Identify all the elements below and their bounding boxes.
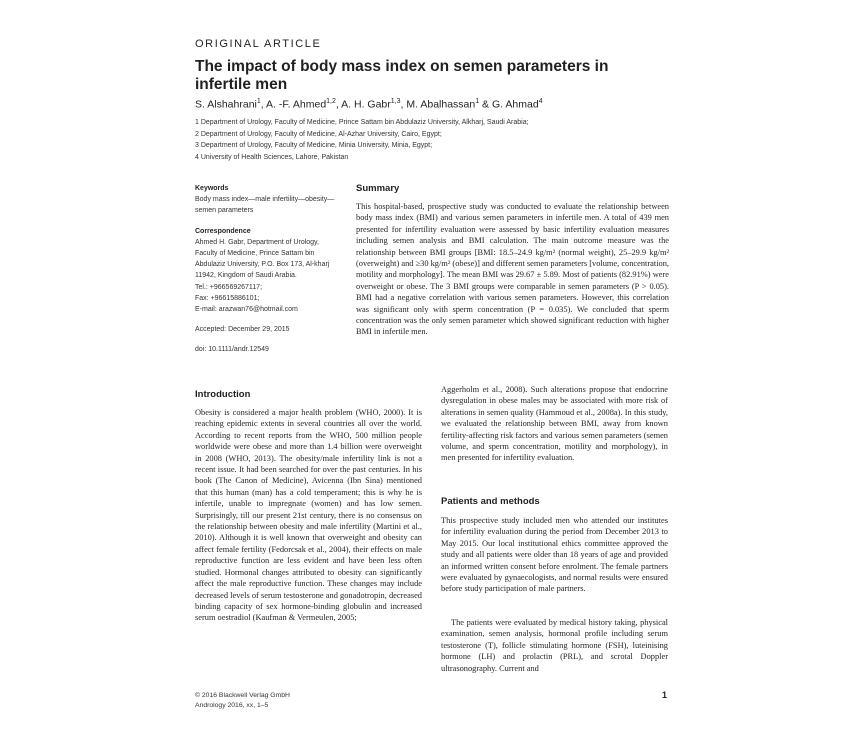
- affiliation-line: 2 Department of Urology, Faculty of Medicine, Al-Azhar University, Cairo, Egypt;: [195, 130, 442, 138]
- affiliation-line: 4 University of Health Sciences, Lahore, Pakistan: [195, 153, 349, 161]
- article-title: The impact of body mass index on semen parameters in infertile men: [195, 58, 609, 93]
- author-name[interactable]: A. -F. Ahmed: [266, 98, 327, 111]
- author-separator: ,: [260, 98, 267, 111]
- author-list: [195, 98, 543, 111]
- author-name[interactable]: M. Abalhassan: [406, 98, 476, 111]
- accepted-date: Accepted: December 29, 2015: [195, 326, 290, 334]
- correspondence-line: Ahmed H. Gabr, Department of Urology,: [195, 238, 319, 246]
- author-affiliation-mark: 1: [475, 98, 480, 105]
- methods-paragraph-1: This prospective study included men who attended our institutes for infertility evaluation during the period from December 2013 to May 2015. Our local institutional ethics committee approved the study and all patients were older than 18 years of age and provided an informed written consent before enrolment. The female partners were evaluated by gynaecologists, and normal results were ensured before study participation of male partners.: [441, 516, 668, 594]
- author-affiliation-mark: 1,2: [326, 98, 336, 105]
- author-name[interactable]: G. Ahmad: [491, 98, 539, 111]
- copyright-text: © 2016 Blackwell Verlag GmbH: [195, 692, 290, 699]
- keywords-line: Body mass index—male infertility—obesity—: [195, 196, 335, 204]
- methods-heading: Patients and methods: [441, 496, 540, 507]
- page-number: 1: [662, 690, 668, 700]
- author-affiliation-mark: 1: [256, 98, 261, 105]
- author-affiliation-mark: 4: [538, 98, 543, 105]
- methods-paragraph-2: The patients were evaluated by medical history taking, physical examination, semen analysis, hormonal profile including serum testosterone (T), follicle stimulating hormone (FSH), luteinising hormone (LH) and prolactin (PRL), and scrotal Doppler ultrasonography. Current and: [441, 618, 668, 673]
- introduction-text-left: Obesity is considered a major health problem (WHO, 2000). It is reaching epidemic extents in several countries all over the world. According to recent reports from the WHO, 500 million people worldwide were obese and more than 1.4 billion were overweight in 2008 (WHO, 2013). The obesity/male infertility link is not a recent issue. It had been searched for over the past centuries. In his book (The Canon of Medicine), Avicenna (Ibn Sina) mentioned that this human (man) has a cold temperament; this is why he is infertile, unable to impregnate (women) and has low semen. Surprisingly, till our present 21st century, there is no consensus on the relationship between obesity and male infertility (Martini et al., 2010). Although it is well known that overweight and obesity can affect female fertility (Fedorcsak et al., 2004), their effects on male reproductive function are less evident and have been less often studied. Hormonal changes attributed to obesity can significantly affect the male reproductive function. These changes may include decreased levels of serum testosterone and gonadotropin, decreased binding capacity of sex hormone-binding globulin and increased serum oestradiol (Kaufman & Vermeulen, 2005;: [195, 408, 422, 623]
- author-separator: ,: [400, 98, 407, 111]
- correspondence-line: Tel.: +966569267117;: [195, 283, 263, 291]
- correspondence-email[interactable]: E-mail: arazwan76@hotmail.com: [195, 306, 298, 314]
- keywords-heading: Keywords: [195, 185, 229, 192]
- correspondence-line: Abdulaziz University, P.O. Box 173, Al-kharj: [195, 261, 330, 269]
- correspondence-line: Faculty of Medicine, Prince Sattam bin: [195, 250, 315, 258]
- correspondence-heading: Correspondence: [195, 227, 251, 235]
- author-name[interactable]: S. Alshahrani: [195, 98, 257, 111]
- summary-heading: Summary: [356, 183, 400, 194]
- summary-text: This hospital-based, prospective study was conducted to evaluate the relationship between body mass index (BMI) and various semen parameters in infertile men. A total of 439 men presented for infertility evaluation were assessed by basic infertility evaluation measures including semen analysis and BMI calculation. The main outcome measure was the relationship between BMI groups [BMI: 18.5–24.9 kg/m² (normal weight), 25–29.9 kg/m² (overweight) and ≥30 kg/m² (obese)] and different semen parameters [volume, concentration, motility and morphology]. The mean BMI was 29.67 ± 5.89. Most of patients (82.91%) were overweight or obese. The 3 BMI groups were comparable in semen parameters (P > 0.05). BMI had a negative correlation with various semen parameters. However, this correlation was significant only with sperm concentration (P = 0.035). We concluded that sperm concentration was the only semen parameter which showed significant reduction with higher BMI in infertile men.: [356, 202, 669, 337]
- doi-link[interactable]: doi: 10.1111/andr.12549: [195, 346, 269, 354]
- author-separator: ,: [335, 98, 342, 111]
- author-separator: &: [479, 98, 492, 111]
- author-affiliation-mark: 1,3: [390, 98, 401, 105]
- footer-info: [195, 691, 290, 710]
- affiliation-line: 1 Department of Urology, Faculty of Medicine, Prince Sattam bin Abdulaziz University, Alkharj, Saudi Arabia;: [195, 119, 529, 126]
- affiliations: [195, 117, 529, 163]
- introduction-text-right: Aggerholm et al., 2008). Such alterations propose that endocrine dysregulation in obese males may be associated with more risk of alterations in semen quality (Hammoud et al., 2008a). In this study, we evaluated the relationship between BMI, away from known fertility-affecting risk factors and various semen parameters (semen volume, and sperm concentration, motility and morphology), in men presented for infertility evaluation.: [441, 385, 668, 463]
- author-name[interactable]: A. H. Gabr: [341, 98, 391, 111]
- article-sidebar: [195, 183, 345, 356]
- article-type-label: ORIGINAL ARTICLE: [195, 38, 322, 50]
- keywords-line: semen parameters: [195, 207, 254, 215]
- introduction-heading: Introduction: [195, 389, 251, 400]
- correspondence-line: 11942, Kingdom of Saudi Arabia.: [195, 272, 297, 280]
- affiliation-line: 3 Department of Urology, Faculty of Medicine, Minia University, Minia, Egypt;: [195, 142, 433, 150]
- journal-citation: Andrology 2016, xx, 1–5: [195, 701, 269, 709]
- correspondence-line: Fax: +96615886101;: [195, 294, 260, 302]
